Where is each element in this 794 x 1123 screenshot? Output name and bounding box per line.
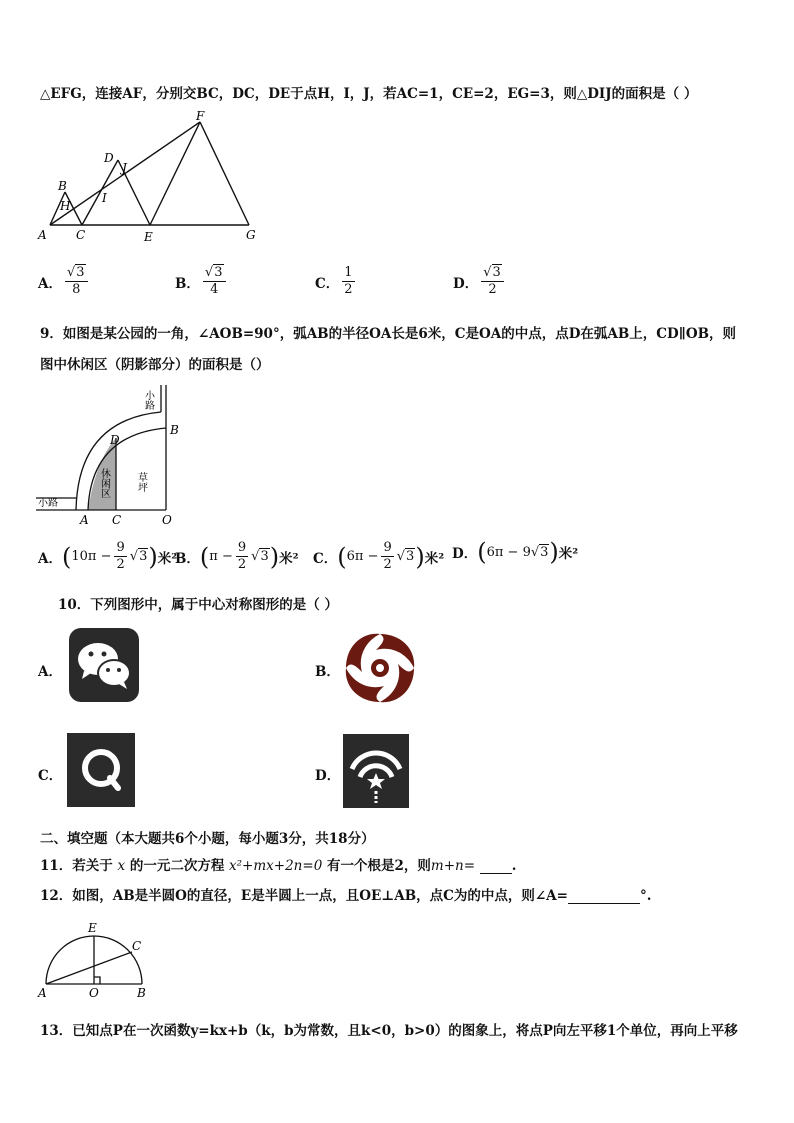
unit: 米²: [558, 546, 579, 562]
q9-option-a[interactable]: [38, 540, 177, 573]
numerator: 1: [344, 265, 353, 280]
q8-option-d[interactable]: [453, 265, 507, 298]
q8-option-b[interactable]: [175, 265, 229, 298]
q11-var-x: x: [117, 858, 126, 874]
q9-label-d: D: [110, 433, 120, 447]
denominator: 2: [383, 557, 392, 572]
q8-triangle-figure: [36, 110, 266, 245]
numerator: 9: [237, 540, 247, 555]
q11-post: 有一个根是2，则: [326, 858, 431, 874]
q9-stem-line2: 图中休闲区（阴影部分）的面积是（）: [40, 357, 270, 373]
q9-option-c[interactable]: [313, 540, 444, 573]
section2-title: 二、填空题（本大题共6个小题，每小题3分，共18分）: [40, 831, 375, 847]
q9-option-d[interactable]: [452, 540, 578, 564]
q9-label-grass: 草坪: [135, 472, 147, 492]
q10-stem: 10．下列图形中，属于中心对称图形的是（ ）: [58, 597, 338, 613]
expr-prefix: 10π −: [71, 549, 112, 564]
q8-label-j: J: [122, 161, 127, 175]
q9-label-path-left: 小路: [38, 498, 58, 509]
q-logo-icon[interactable]: [66, 732, 136, 808]
expression: ( π − $\frac{9}{2}$ √3 ): [199, 540, 280, 572]
q9-option-b[interactable]: [175, 540, 299, 573]
expression: ( 6π − $\frac{9}{2}$ √3 ): [337, 540, 425, 572]
q10-option-a-label[interactable]: A．: [38, 664, 62, 680]
q13-stem: 13．已知点P在一次函数y=kx+b（k，b为常数，且k<0，b>0）的图象上，将点P向左平移1个单位，再向上平移: [40, 1023, 738, 1039]
q11-stem: [40, 854, 516, 874]
radicand: 3: [406, 549, 415, 564]
q9-label-rest-area: 休闲区: [98, 468, 110, 498]
q8-label-d: D: [104, 151, 114, 165]
denominator: 4: [210, 282, 219, 297]
q11-pre: 11．若关于: [40, 858, 113, 874]
q10-option-d-label[interactable]: D．: [315, 768, 341, 784]
q10-option-b-label[interactable]: B．: [315, 664, 340, 680]
q8-label-b: B: [58, 179, 67, 193]
fraction: $\frac{√3}{4}$: [203, 265, 226, 298]
fraction: $\frac{√3}{2}$: [481, 265, 504, 298]
q9-label-b: B: [170, 423, 179, 437]
expr-prefix: 6π − 9: [486, 544, 531, 560]
q12-label-c: C: [132, 939, 142, 953]
option-letter: C．: [313, 550, 338, 567]
fraction: $\frac{√3}{8}$: [65, 265, 88, 298]
q12-label-o: O: [89, 986, 99, 1000]
expr-prefix: π −: [209, 549, 233, 564]
option-letter: A．: [38, 550, 62, 567]
radicand: 3: [76, 265, 85, 280]
q9-label-a: A: [80, 513, 89, 527]
q10-option-c-label[interactable]: C．: [38, 768, 63, 784]
expression: ( 6π − 9 √3 ): [477, 538, 559, 566]
denominator: 2: [488, 282, 497, 297]
phoenix-logo-icon[interactable]: [340, 628, 420, 708]
q8-label-c: C: [76, 228, 86, 242]
denominator: 8: [72, 282, 81, 297]
q8-label-a: A: [38, 228, 47, 242]
option-letter: D．: [452, 546, 478, 562]
q12-answer-blank[interactable]: [568, 903, 640, 904]
q12-label-a: A: [38, 986, 47, 1000]
denominator: 2: [344, 282, 353, 297]
numerator: 9: [116, 540, 125, 555]
q8-label-e: E: [144, 230, 153, 244]
q12-label-e: E: [88, 921, 97, 935]
q8-label-h: H: [60, 199, 71, 213]
q9-park-figure: [36, 380, 196, 530]
radicand: 3: [139, 549, 148, 564]
numerator: 9: [383, 540, 392, 555]
unit: 米²: [424, 550, 445, 567]
q12-semicircle-figure: [38, 922, 158, 1000]
q11-ask: m+n=: [430, 858, 476, 874]
q8-option-a[interactable]: [38, 265, 91, 298]
radicand: 3: [260, 549, 269, 564]
wifi-star-icon[interactable]: [342, 733, 410, 809]
q8-label-i: I: [102, 191, 107, 205]
wechat-icon[interactable]: [68, 627, 140, 703]
q11-mid: 的一元二次方程: [129, 858, 225, 874]
option-letter: B．: [175, 275, 200, 292]
option-letter: B．: [175, 550, 200, 567]
q8-label-g: G: [246, 228, 256, 242]
expression: ( 10π − $\frac{9}{2}$ √3 ): [61, 540, 158, 572]
q9-label-path-top: 小路: [142, 390, 154, 410]
fraction: [342, 265, 354, 298]
q9-label-c: C: [112, 513, 122, 527]
q12-end: °.: [639, 888, 652, 904]
denominator: 2: [116, 557, 125, 572]
q8-stem: △EFG，连接AF，分别交BC，DC，DE于点H，I，J，若AC=1，CE=2，EG=3，则△DIJ的面积是（ ）: [40, 86, 698, 102]
option-letter: C．: [315, 275, 340, 292]
q12-stem: [40, 884, 651, 904]
denominator: 2: [237, 557, 247, 572]
q8-label-f: F: [196, 109, 205, 123]
q9-stem-line1: 9．如图是某公园的一角，∠AOB=90°，弧AB的半径OA长是6米，C是OA的中点，点D在弧AB上，CD∥OB，则: [40, 326, 737, 342]
q11-answer-blank[interactable]: [480, 873, 512, 874]
q11-equation: x²+mx+2n=0: [229, 858, 323, 874]
q11-end: .: [511, 858, 517, 874]
q9-label-o: O: [162, 513, 172, 527]
expr-prefix: 6π −: [346, 549, 379, 564]
q12-label-b: B: [137, 986, 146, 1000]
unit: 米²: [157, 550, 178, 567]
option-letter: A．: [38, 275, 62, 292]
option-letter: D．: [453, 275, 479, 292]
q8-option-c[interactable]: [315, 265, 358, 298]
q12-stem-text: 12．如图，AB是半圆O的直径，E是半圆上一点，且OE⊥AB，点C为的中点，则∠A=: [40, 888, 568, 904]
radicand: 3: [214, 265, 223, 280]
radicand: 3: [492, 265, 501, 280]
radicand: 3: [540, 544, 549, 560]
unit: 米²: [279, 550, 299, 567]
